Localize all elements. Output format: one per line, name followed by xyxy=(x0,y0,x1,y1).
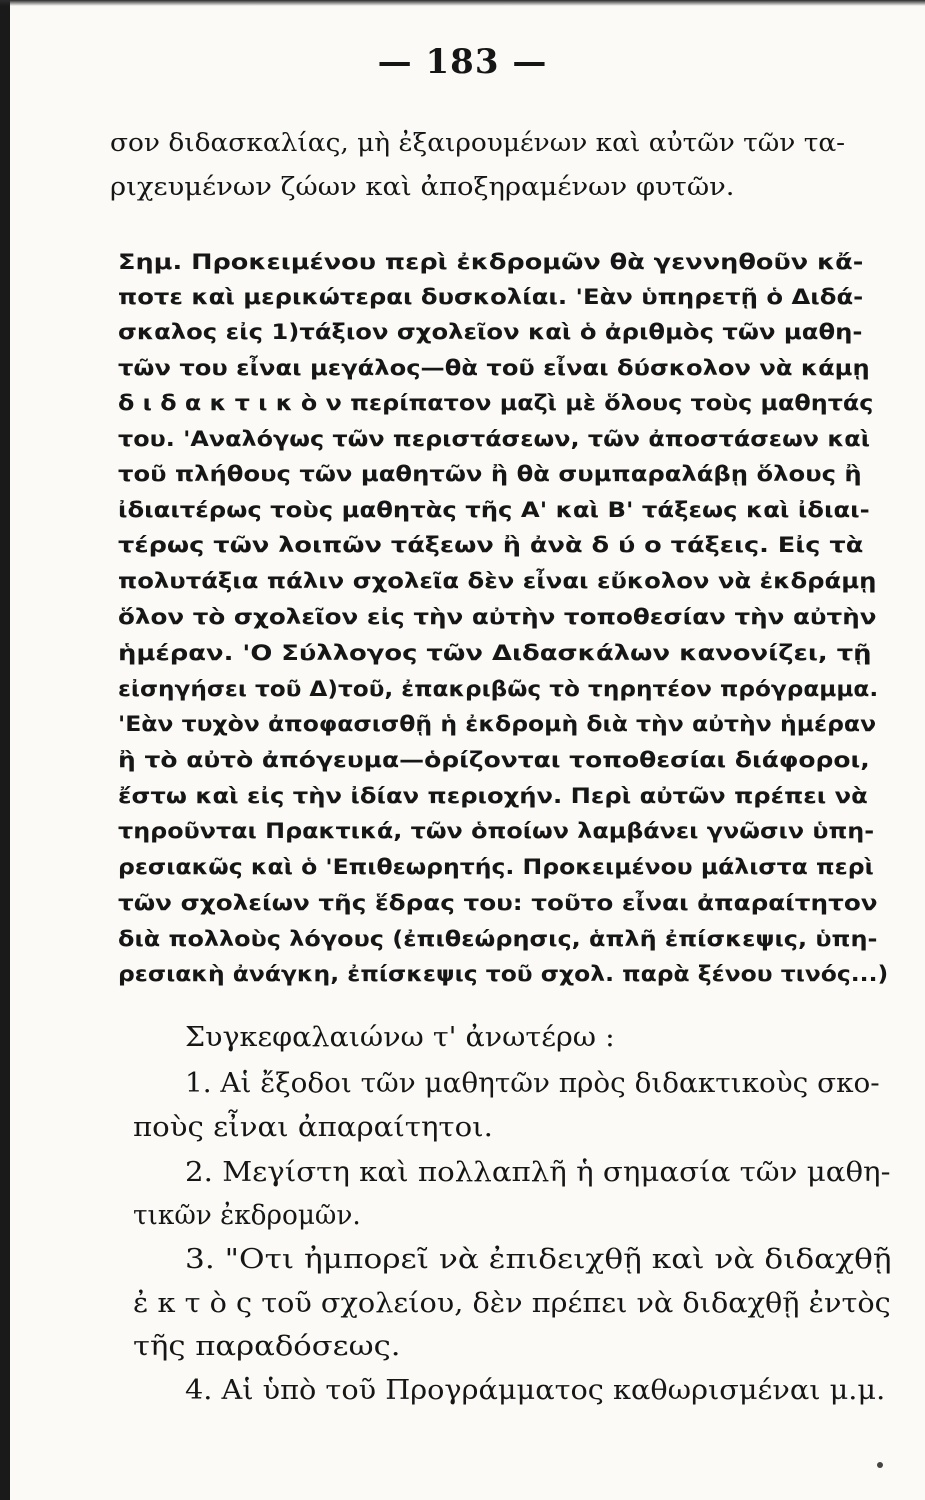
note-line: Σημ. Προκειμένου περὶ ἐκδρομῶν θὰ γεννηθοῦν κἄ- xyxy=(118,250,864,274)
summary-line: ἐ κ τ ὸ ς τοῦ σχολείου, δὲν πρέπει νὰ διδαχθῇ ἐντὸς xyxy=(133,1288,891,1319)
summary-line: ποὺς εἶναι ἀπαραίτητοι. xyxy=(133,1112,493,1143)
note-line: δ ι δ α κ τ ι κ ὸ ν περίπατον μαζὶ μὲ ὅλους τοὺς μαθητάς xyxy=(118,391,874,415)
note-line: του. 'Αναλόγως τῶν περιστάσεων, τῶν ἀποστάσεων καὶ xyxy=(118,427,870,451)
note-line: ἔστω καὶ εἰς τὴν ἰδίαν περιοχήν. Περὶ αὐτῶν πρέπει νὰ xyxy=(118,784,868,808)
note-line: ρεσιακὴ ἀνάγκη, ἐπίσκεψις τοῦ σχολ. παρὰ ξένου τινός...) xyxy=(118,962,889,986)
note-line: διὰ πολλοὺς λόγους (ἐπιθεώρησις, ἁπλῆ ἐπίσκεψις, ὑπη- xyxy=(118,927,878,951)
note-line: ὅλον τὸ σχολεῖον εἰς τὴν αὐτὴν τοποθεσίαν τὴν αὐτὴν xyxy=(118,605,877,629)
summary-line: 1. Αἱ ἔξοδοι τῶν μαθητῶν πρὸς διδακτικοὺς σκο- xyxy=(185,1068,880,1099)
summary-line: τῆς παραδόσεως. xyxy=(133,1331,401,1362)
note-line: πολυτάξια πάλιν σχολεῖα δὲν εἶναι εὔκολον νὰ ἐκδράμῃ xyxy=(118,569,877,593)
summary-line: 2. Μεγίστη καὶ πολλαπλῆ ἡ σημασία τῶν μαθη- xyxy=(185,1157,891,1188)
note-line: τῶν του εἶναι μεγάλος—θὰ τοῦ εἶναι δύσκολον νὰ κάμῃ xyxy=(118,356,870,380)
page-number: — 183 — xyxy=(377,42,548,82)
note-line: ἢ τὸ αὐτὸ ἀπόγευμα—ὁρίζονται τοποθεσίαι διάφοροι, xyxy=(118,748,870,772)
note-line: τέρως τῶν λοιπῶν τάξεων ἢ ἀνὰ δ ύ ο τάξεις. Εἰς τὰ xyxy=(118,533,864,557)
note-line: εἰσηγήσει τοῦ Δ)τοῦ, ἐπακριβῶς τὸ τηρητέον πρόγραμμα. xyxy=(118,677,879,701)
note-line: 'Εὰν τυχὸν ἀποφασισθῇ ἡ ἐκδρομὴ διὰ τὴν αὐτὴν ἡμέραν xyxy=(118,712,877,736)
scan-border-left xyxy=(0,0,10,1500)
paragraph-line: ριχευμένων ζώων καὶ ἀποξηραμένων φυτῶν. xyxy=(110,172,735,202)
note-line: τηροῦνται Πρακτικά, τῶν ὁποίων λαμβάνει γνῶσιν ὑπη- xyxy=(118,819,875,843)
note-line: τοῦ πλήθους τῶν μαθητῶν ἢ θὰ συμπαραλάβῃ ὅλους ἢ xyxy=(118,462,862,486)
note-line: ἡμέραν. 'Ο Σύλλογος τῶν Διδασκάλων κανονίζει, τῇ xyxy=(118,641,872,665)
note-line: ἰδιαιτέρως τοὺς μαθητὰς τῆς Α' καὶ Β' τάξεως καὶ ἰδιαι- xyxy=(118,498,870,522)
note-line: ρεσιακῶς καὶ ὁ 'Επιθεωρητής. Προκειμένου μάλιστα περὶ xyxy=(118,855,874,879)
ink-speck xyxy=(877,1462,883,1468)
note-line: σκαλος εἰς 1)τάξιον σχολεῖον καὶ ὁ ἀριθμὸς τῶν μαθη- xyxy=(118,320,863,344)
note-line: τῶν σχολείων τῆς ἕδρας του: τοῦτο εἶναι ἀπαραίτητον xyxy=(118,891,878,915)
note-line: ποτε καὶ μερικώτεραι δυσκολίαι. 'Εὰν ὑπηρετῇ ὁ Διδά- xyxy=(118,285,864,309)
summary-line: 4. Αἱ ὑπὸ τοῦ Προγράμματος καθωρισμέναι μ.μ. xyxy=(185,1375,886,1406)
summary-line: 3. "Οτι ἠμπορεῖ νὰ ἐπιδειχθῇ καὶ νὰ διδαχθῇ xyxy=(185,1244,892,1275)
paragraph-line: σον διδασκαλίας, μὴ ἐξαιρουμένων καὶ αὐτῶν τῶν τα- xyxy=(110,128,846,158)
scan-border-top xyxy=(0,0,925,6)
summary-heading: Συγκεφαλαιώνω τ' ἀνωτέρω : xyxy=(185,1022,615,1053)
summary-line: τικῶν ἐκδρομῶν. xyxy=(133,1200,361,1231)
